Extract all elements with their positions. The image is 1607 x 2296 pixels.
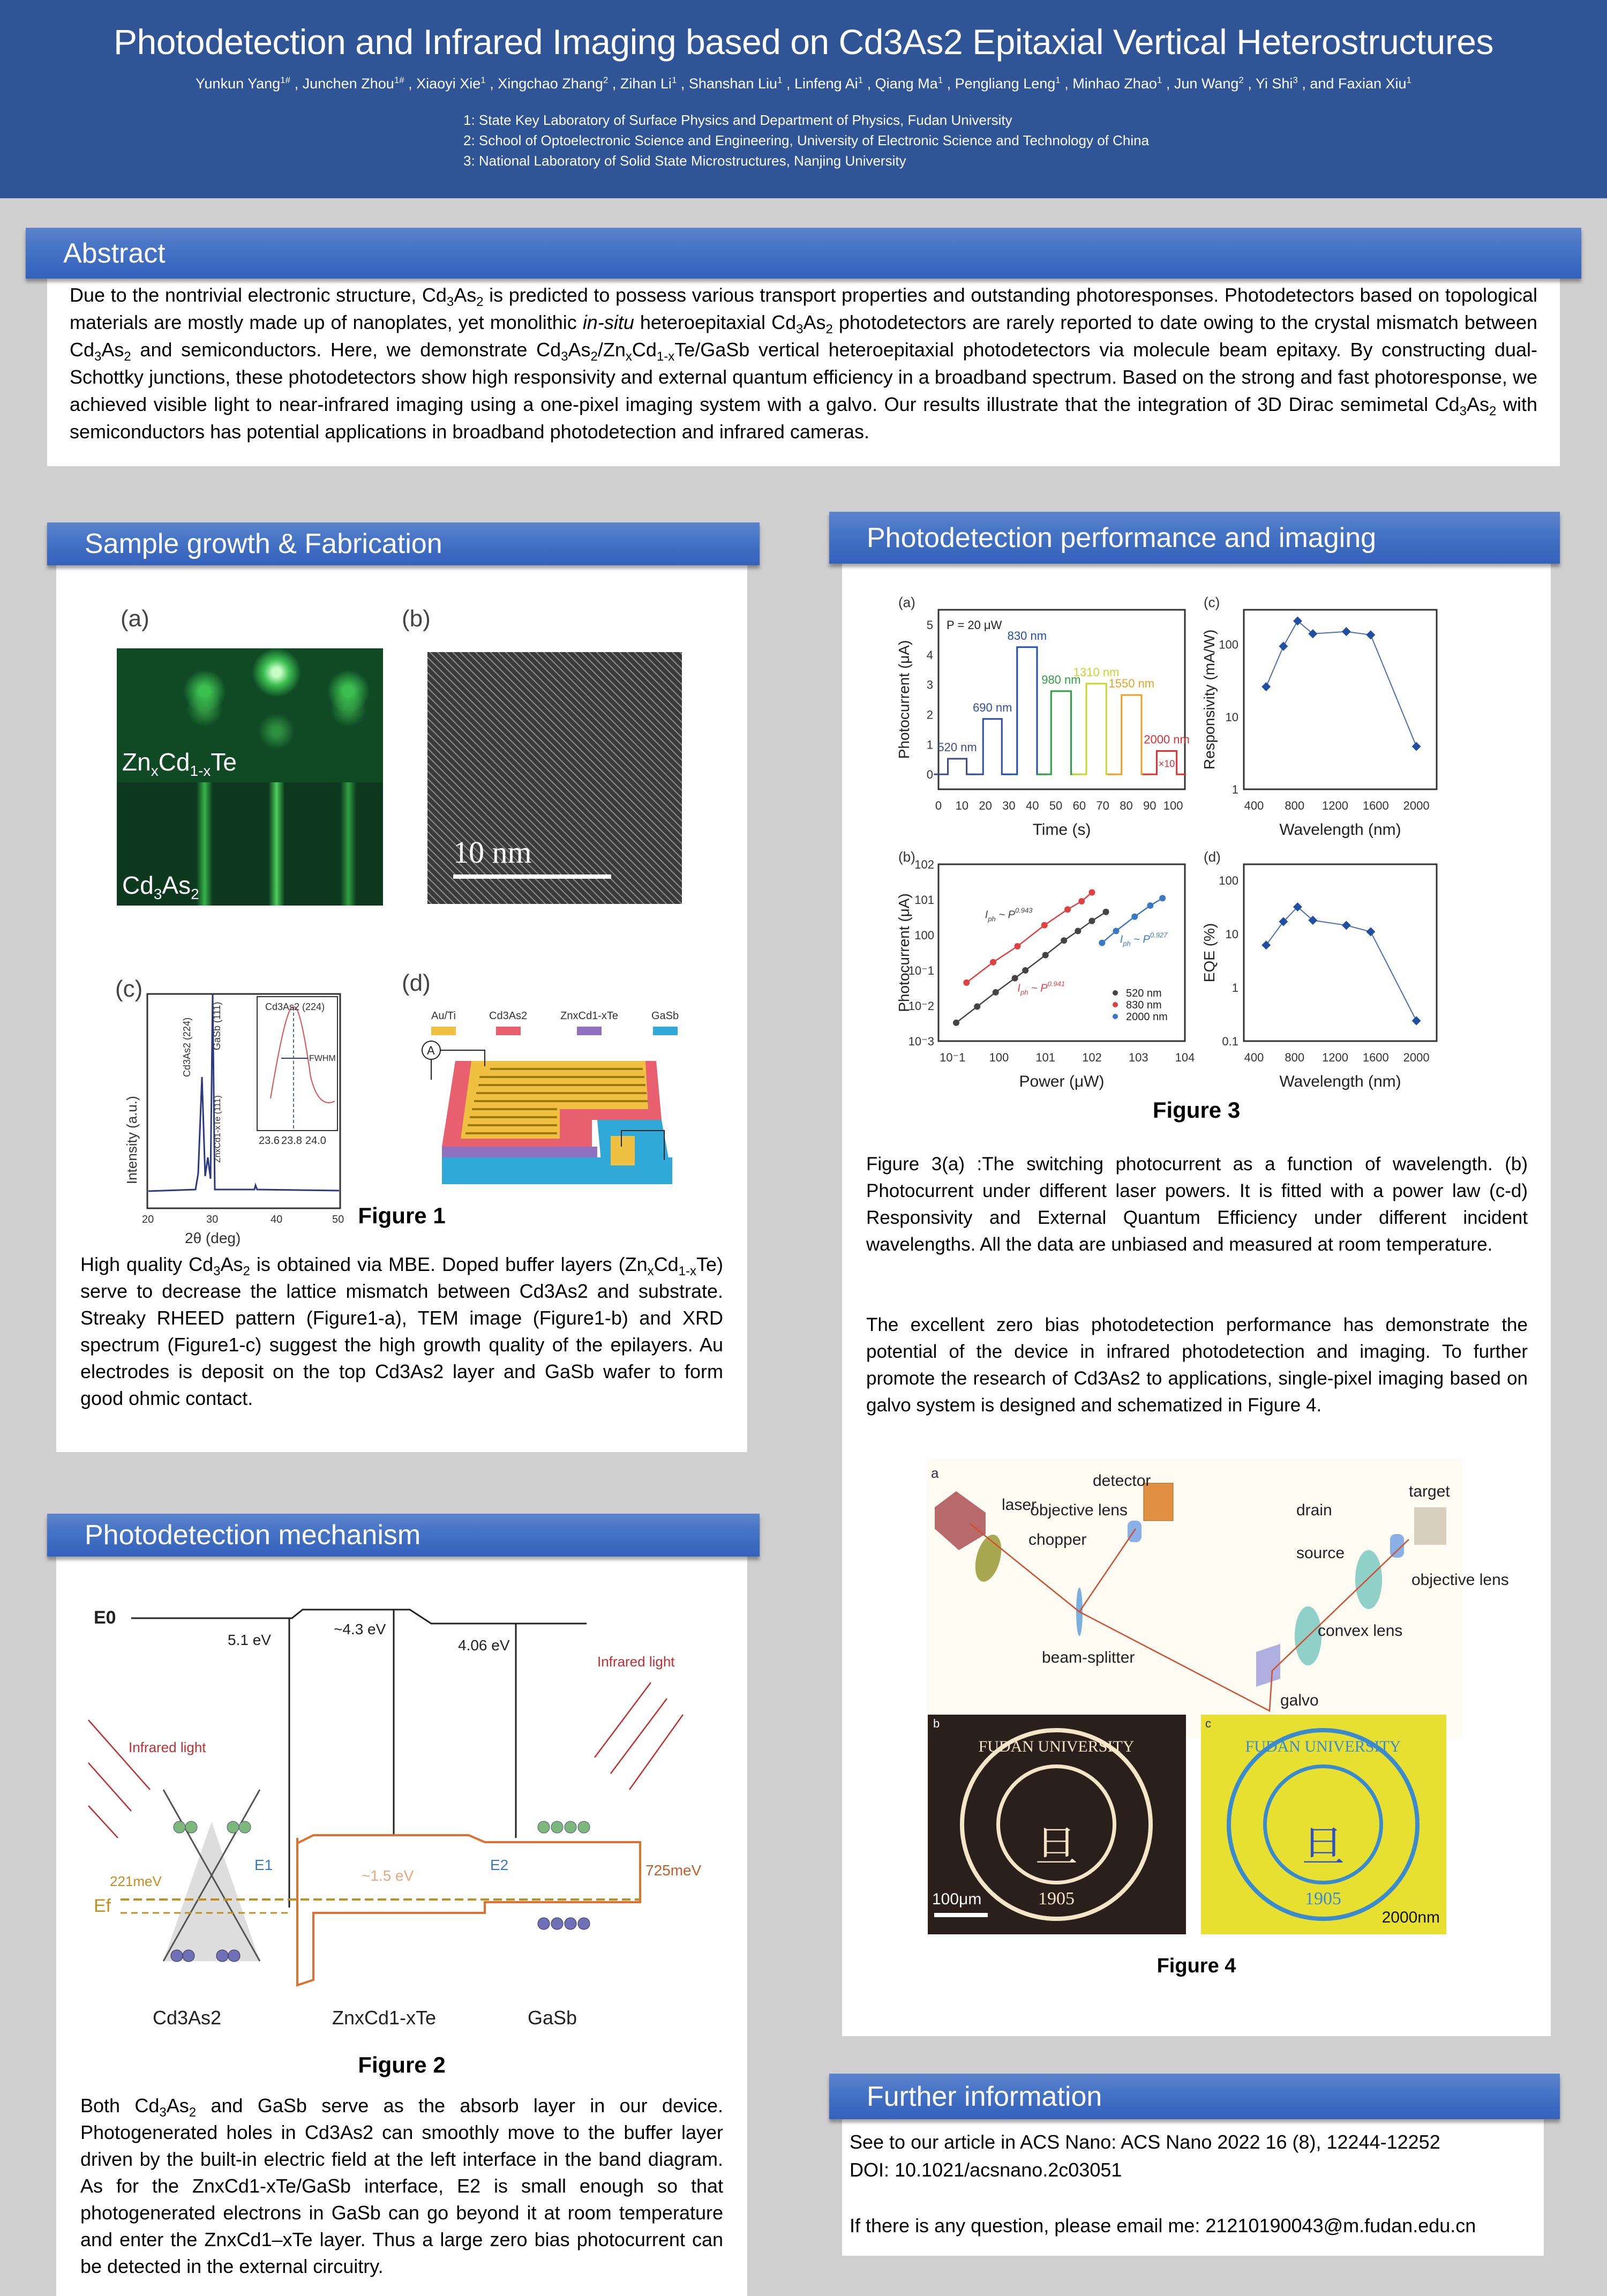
setup-label: beam-splitter [1042,1649,1135,1666]
series-label: 830 nm [1007,629,1047,642]
data-point [1113,928,1119,934]
y-tick: 5 [926,618,933,632]
setup-label: objective lens [1030,1501,1128,1519]
y-tick: 10 [1225,928,1238,941]
fig1-label-d: (d) [402,970,431,996]
fig3a-panel-label: (a) [898,594,915,610]
author: , Zihan Li$^1$ [608,75,677,92]
series-label: 1550 nm [1108,677,1155,691]
series-note: ×10 [1158,758,1175,769]
seal-year: 1905 [1038,1889,1075,1909]
infrared-label-right: Infrared light [597,1654,675,1670]
x-tick: 80 [1120,799,1133,812]
inset-tick: 23.8 [281,1135,302,1147]
xrd-ylabel: Intensity (a.u.) [124,1096,140,1184]
section-header-performance [829,512,1560,564]
performance-paragraph: The excellent zero bias photodetection performance has demonstrate the potential of the device in infrared photodetection and imaging. To further promote the research of Cd3As2 to applications, single-pixel imaging based on galvo system is designed and schematized in Figure 4. [866,1314,1528,1416]
seal-text: FUDAN UNIVERSITY [978,1738,1135,1755]
abstract-panel [47,276,1560,466]
tem-scale-label: 10 nm [453,835,532,870]
data-point [1088,918,1095,924]
x-tick: 103 [1128,1051,1148,1064]
imaging-setup-diagram [927,1459,1509,1738]
setup-label: target [1409,1483,1450,1500]
inset-note: FWHM [309,1054,336,1063]
fig3a-ylabel: Photocurrent (μA) [896,640,912,759]
tem-image [427,652,682,904]
xrd-xtick: 50 [332,1214,344,1225]
setup-label: drain [1296,1501,1332,1519]
x-tick: 0 [935,799,942,812]
wavelength-label: 2000nm [1381,1909,1440,1926]
y-tick: 1 [1231,981,1238,995]
x-tick: 1200 [1322,1051,1349,1064]
data-point [990,959,996,966]
data-point [1075,928,1081,934]
fig3b-xlabel: Power (μW) [1019,1073,1105,1090]
y-tick: 0.1 [1222,1035,1238,1048]
data-point [1042,952,1049,959]
ammeter-icon: A [427,1044,435,1057]
seal-text: FUDAN UNIVERSITY [1245,1738,1401,1755]
author: Yunkun Yang$^{1\#}$ [196,75,291,92]
y-tick: 4 [926,648,933,662]
setup-label: chopper [1028,1531,1087,1549]
tem-scale-bar [453,874,611,879]
data-point [1342,627,1351,636]
section-header-sample [47,522,760,565]
data-point [1261,940,1271,949]
series-label: 690 nm [973,700,1012,714]
doi-link[interactable]: DOI: 10.1021/acsnano.2c03051 [850,2159,1122,2181]
y-tick: 100 [1219,638,1238,652]
data-point [1099,940,1105,946]
y-tick: 0 [926,768,933,782]
affiliation-list [463,110,1149,171]
data-point [1022,967,1028,974]
series-line [1266,621,1416,746]
further-panel [842,2118,1544,2256]
data-point [953,1020,959,1026]
figure-3-description: Figure 3(a) :The switching photocurrent as a function of wavelength. (b) Photocurrent under different laser powers. It is fitted with a power law (c-d) Responsivity and External Quantum Efficiency under different incident wavelengths. All the data are unbiased and measured at room temperature. [866,1154,1528,1255]
scale-label: 100μm [932,1890,982,1908]
device-legend [431,1010,679,1035]
y-tick: 1 [926,738,933,752]
workfunction-label: 5.1 eV [228,1632,271,1648]
legend-item: GaSb [651,1010,679,1035]
mechanism-panel [56,1554,747,2296]
x-tick: 90 [1143,799,1157,812]
x-tick: 101 [1035,1051,1056,1064]
x-tick: 102 [1082,1051,1102,1064]
workfunction-label: ~4.3 eV [334,1621,386,1637]
xrd-curve [148,994,339,1191]
xrd-xlabel: 2θ (deg) [185,1230,241,1246]
section-header-mechanism [47,1514,760,1557]
x-tick: 1600 [1362,799,1389,812]
peak-label: Cd3As2 (224) [182,1017,192,1077]
x-tick: 104 [1175,1051,1195,1064]
legend-label: 2000 nm [1126,1011,1168,1023]
figure-1-caption: Figure 1 [358,1203,446,1228]
e2-label: E2 [490,1857,509,1873]
inset-title: Cd3As2 (224) [265,1001,325,1012]
xrd-chart [115,970,404,1232]
section-title: Sample growth & Fabrication [85,528,442,559]
target-icon [1414,1507,1446,1545]
article-reference: See to our article in ACS Nano: ACS Nano 2022 16 (8), 12244-12252 [850,2131,1440,2153]
y-tick: 10⁻2 [908,999,934,1013]
sample-panel [56,563,747,1452]
series-line [1266,907,1416,1021]
data-point [1159,895,1166,901]
data-point [1131,914,1138,920]
y-tick: 10 [1225,710,1238,724]
inset-tick: 23.6 [259,1135,280,1147]
x-tick: 10 [955,799,969,812]
x-tick: 20 [979,799,992,812]
legend-item: Cd3As2 [489,1010,527,1035]
xrd-xtick: 30 [206,1214,219,1225]
y-tick: 3 [926,678,933,692]
data-point [1103,909,1109,915]
fig1-label-a: (a) [121,605,149,632]
x-tick: 60 [1072,799,1086,812]
gap-label: ~1.5 eV [362,1867,414,1884]
series-label: 1310 nm [1073,665,1120,679]
data-point [993,989,999,996]
xrd-xtick: 40 [271,1214,283,1225]
fig3c-ylabel: Responsivity (mA/W) [1201,629,1218,770]
fig4-label-a: a [931,1465,939,1481]
annotation: P = 20 μW [947,618,1002,632]
legend-label: 520 nm [1126,988,1162,999]
rheed-image [117,648,383,906]
data-point [1412,742,1421,751]
convex-lens-icon [1355,1550,1382,1609]
fig3d-panel-label: (d) [1204,849,1221,865]
section-title: Further information [867,2081,1102,2112]
poster-header [0,0,1607,198]
data-point [1012,975,1018,982]
device-schematic [420,1039,678,1200]
author: , Yi Shi$^3$ [1243,75,1298,92]
workfunction-label: 4.06 eV [458,1637,510,1654]
author: , Junchen Zhou$^{1\#}$ [290,75,404,92]
setup-label: convex lens [1318,1622,1403,1640]
x-tick: 1600 [1362,1051,1389,1064]
section-title: Photodetection mechanism [85,1520,421,1551]
x-tick: 400 [1244,799,1264,812]
affiliation: 1: State Key Laboratory of Surface Physics and Department of Physics, Fudan University [463,112,1012,128]
data-point [1064,906,1071,913]
data-point [1366,927,1375,936]
mechanism-text: Both $Cd_3As_2$ and GaSb serve as the absorb layer in our device. Photogenerated holes in Cd3As2 can smoothly move to the buffer layer driven by the built-in electric field at the left interface in the band diagram. As for the ZnxCd1-xTe/GaSb interface, E2 is small enough so that photogenerated electrons in GaSb can go beyond it at room temperature and enter the ZnxCd1–xTe layer. Thus a large zero bias photocurrent can be detected in the external circuitry. [80,2095,723,2277]
y-tick: 101 [914,893,934,907]
y-tick: 100 [914,929,934,942]
y-tick: 100 [1219,874,1238,888]
x-tick: 800 [1285,1051,1305,1064]
x-tick: 50 [1049,799,1063,812]
series-line [1072,684,1116,774]
seal-outer-ring: 旦 FUDAN UNIVERSITY 1905 [1227,1728,1420,1921]
rheed-label-bottom: $Cd_3As_2$ [122,871,199,903]
fig3c-xlabel: Wavelength (nm) [1279,821,1401,839]
seal-year: 1905 [1305,1889,1341,1909]
figure-2-caption: Figure 2 [358,2052,446,2077]
x-tick: 2000 [1403,799,1430,812]
section-title: Abstract [63,237,166,269]
fig3d-ylabel: EQE (%) [1201,923,1218,983]
data-point [1412,1016,1421,1026]
x-tick: 1200 [1322,799,1349,812]
optical-image [928,1715,1186,1934]
fig4-label-c: c [1205,1717,1211,1730]
section-header-abstract [26,228,1581,279]
x-tick: 800 [1285,799,1305,812]
author: , and Faxian Xiu$^1$ [1297,75,1411,92]
data-point [1147,902,1153,909]
legend-item: ZnxCd1-xTe [560,1010,618,1035]
fig4-label-b: b [933,1717,940,1730]
fig1-label-b: (b) [402,605,431,632]
performance-panel [842,562,1551,2036]
x-tick: 70 [1096,799,1109,812]
rheed-label-top: $Zn_xCd_{1-x}Te$ [122,748,237,780]
author: , Jun Wang$^2$ [1162,75,1244,92]
legend-label: 830 nm [1126,999,1162,1011]
author: , Xingchao Zhang$^2$ [485,75,609,92]
author: , Pengliang Leng$^1$ [943,75,1061,92]
series-label: 2000 nm [1144,732,1190,746]
scale-bar [934,1913,988,1917]
data-point [1366,630,1375,639]
author: , Xiaoyi Xie$^1$ [404,75,486,92]
data-point [974,1003,980,1009]
series-line [934,759,976,774]
data-point [1061,937,1067,944]
peak-label: ZnxCd1-xTe (111) [213,1095,222,1163]
fig3b-ylabel: Photocurrent (μA) [896,893,912,1012]
affiliation: 2: School of Optoelectronic Science and Engineering, University of Electronic Science and Technology of China [463,132,1150,148]
band-diagram [78,1591,720,1988]
data-point [1342,921,1351,930]
material-label: Cd3As2 [153,2007,222,2029]
band-edges [297,1835,640,1985]
legend-marker [1113,990,1118,996]
fig3a-frame [938,610,1185,789]
y-tick: 10⁻3 [908,1035,934,1048]
legend-marker [1113,1014,1118,1019]
data-point [1088,889,1095,896]
x-tick: 40 [1025,799,1039,812]
e1-label: E1 [254,1857,273,1873]
sample-text: High quality $Cd_3As_2$ is obtained via MBE. Doped buffer layers $(Zn_xCd_{1-x}Te)$ serve to decrease the lattice mismatch between Cd3As2 and substrate. Streaky RHEED pattern (Figure1-a), TEM image (Figure1-b) and XRD spectrum (Figure1-c) suggest the high growth quality of the epilayers. Au electrodes is deposit on the top Cd3As2 layer and GaSb wafer to form good ohmic contact. [80,1253,723,1409]
data-point [1279,642,1288,651]
gap-label: 725meV [645,1862,702,1879]
section-title: Photodetection performance and imaging [867,522,1377,554]
fig3b-panel-label: (b) [898,849,915,865]
author: , Shanshan Liu$^1$ [677,75,783,92]
author: , Qiang Ma$^1$ [863,75,943,92]
y-tick: 1 [1231,783,1238,796]
x-tick: 2000 [1403,1051,1430,1064]
affiliation: 3: National Laboratory of Solid State Microstructures, Nanjing University [463,153,906,169]
section-header-further [829,2074,1560,2119]
setup-label: detector [1093,1472,1151,1490]
material-label: ZnxCd1-xTe [332,2007,437,2029]
fig3c-panel-label: (c) [1204,594,1220,610]
setup-label: objective lens [1411,1571,1509,1589]
material-label: GaSb [528,2007,577,2029]
infrared-label-left: Infrared light [129,1739,206,1755]
data-point [963,979,970,986]
electrons [174,1821,590,1833]
fit-annotation: $I_{ph}$ ~ $P^{0.927}$ [1120,931,1168,948]
data-point [1014,943,1020,949]
figure-4-caption: Figure 4 [1157,1955,1236,1977]
series-label: 980 nm [1041,672,1081,686]
infrared-image [1201,1715,1446,1934]
series-label: 520 nm [937,741,977,754]
x-tick: 100 [1163,799,1183,812]
figure-3-charts [896,594,1506,1119]
abstract-text: Due to the nontrivial electronic structure, $Cd_3As_2$ is predicted to possess various transport properties and outstanding photoresponses. Photodetectors based on topological materials are mostly made up of nanoplates, yet monolithic in-situ heteroepitaxial $Cd_3As_2$ photodetectors are rarely reported to date owing to the crystal mismatch between $Cd_3As_2$ and semiconductors. Here, we demonstrate $Cd_3As_2/Zn_xCd_{1-x}Te$/GaSb vertical heteroepitaxial photodetectors via molecule beam epitaxy. By constructing dual-Schottky junctions, these photodetectors show high responsivity and external quantum efficiency in a broadband spectrum. Based on the strong and fast photoresponse, we achieved visible light to near-infrared imaging using a one-pixel imaging system with a galvo. Our results illustrate that the integration of 3D Dirac semimetal $Cd_3As_2$ with semiconductors has potential applications in broadband photodetection and infrared cameras. [70,284,1537,443]
poster-title: Photodetection and Infrared Imaging based on Cd3As2 Epitaxial Vertical Heterostructures [113,22,1494,62]
x-tick: 400 [1244,1051,1264,1064]
setup-label: source [1296,1544,1345,1562]
y-tick: 2 [926,708,933,722]
peak-label: GaSb (111) [212,1001,222,1050]
y-tick: 10⁻1 [908,964,934,977]
e0-label: E0 [94,1607,116,1628]
author: , Linfeng Ai$^1$ [782,75,863,92]
y-tick: 102 [914,858,934,871]
legend-item: Au/Ti [431,1010,456,1035]
fig1-label-c: (c) [115,976,143,1002]
series-line [1037,691,1080,774]
xrd-xtick: 20 [142,1214,154,1225]
setup-label: laser [1002,1496,1037,1514]
inset-tick: 24.0 [305,1135,326,1147]
ef-offset-label: 221meV [110,1873,162,1889]
xrd-inset [257,997,337,1131]
figure-3-caption: Figure 3 [1152,1097,1241,1123]
author-list [0,75,1607,92]
x-tick: 10⁻1 [939,1051,966,1064]
data-point [1041,922,1048,929]
fit-annotation: $I_{ph}$ ~ $P^{0.943}$ [985,906,1033,923]
x-tick: 100 [989,1051,1009,1064]
fig3c-frame [1244,610,1437,789]
fig3d-frame [1244,864,1437,1041]
x-tick: 30 [1002,799,1016,812]
seal-outer-ring: 旦 FUDAN UNIVERSITY 1905 [960,1728,1153,1921]
data-point [1078,898,1085,904]
legend-marker [1113,1002,1118,1007]
setup-label: galvo [1280,1692,1319,1709]
contact-email[interactable]: If there is any question, please email me: 21210190043@m.fudan.edu.cn [850,2215,1476,2237]
fig3a-xlabel: Time (s) [1032,821,1091,839]
fig3d-xlabel: Wavelength (nm) [1279,1073,1401,1090]
author: , Minhao Zhao$^1$ [1060,75,1162,92]
fit-annotation: $I_{ph}$ ~ $P^{0.941}$ [1017,979,1065,997]
data-point [1261,682,1271,691]
ef-label: Ef [94,1896,111,1916]
